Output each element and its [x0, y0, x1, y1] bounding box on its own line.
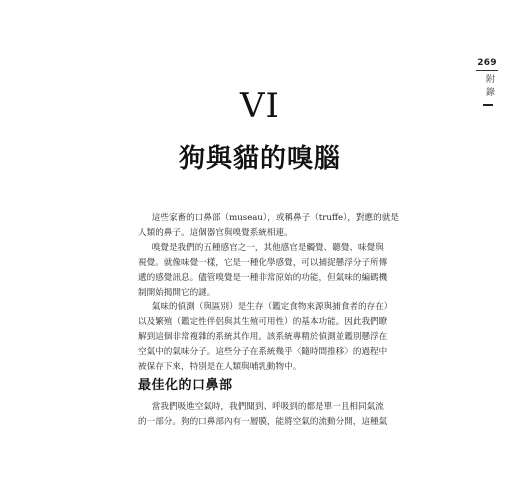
paragraph-3-line: 解到這個非常複雜的系統其作用。該系統專精於偵測並鑑別懸浮在: [138, 332, 388, 342]
page-number: 269: [477, 58, 497, 68]
paragraph-2-line: 制開始揭開它的謎。: [138, 288, 216, 298]
paragraph-3-line: 空氣中的氣味分子。這些分子在系統幾乎〈隨時間推移〉的過程中: [138, 347, 388, 357]
chapter-numeral: VI: [240, 86, 280, 126]
paragraph-4-line: 當我們吸進空氣時，我們聞到、呼吸到的都是單一且相同氣流: [151, 402, 384, 412]
paragraph-1-line: 這些家畜的口鼻部（museau），或稱鼻子（truffe），對應的就是: [151, 213, 399, 223]
paragraph-2-line: 視覺。就像味覺一樣，它是一種化學感覺，可以捕捉懸浮分子所傳: [138, 258, 388, 268]
paragraph-1-line: 人類的鼻子。這個器官與嗅覺系統相連。: [138, 228, 293, 238]
chapter-title: 狗與貓的嗅腦: [178, 144, 341, 174]
paragraph-4-line: 的一部分。狗的口鼻部內有一層膜，能將空氣的流動分開，這種氣: [138, 417, 388, 427]
body-text-snout: [138, 400, 388, 430]
paragraph-3-line: 被保存下來，特別是在人類與哺乳動物中。: [138, 362, 302, 372]
paragraph-3-line: 以及繁殖（鑑定性伴侶與其生殖可用性）的基本功能。因此我們瞭: [138, 317, 388, 327]
section-heading: 最佳化的口鼻部: [138, 378, 233, 393]
body-text-detection: [138, 300, 393, 375]
body-text-intro: [138, 211, 399, 301]
paragraph-2-line: 嗅覺是我們的五種感官之一，其他感官是觸覺、聽覺、味覺與: [151, 243, 384, 253]
section-label: 附錄: [484, 74, 494, 100]
paragraph-3-line: 氣味的偵測（與區別）是生存（鑑定食物來源與捕食者的存在）: [151, 302, 393, 312]
paragraph-2-line: 遞的感覺訊息。儘管嗅覺是一種非常原始的功能，但氣味的編碼機: [138, 273, 388, 283]
page-number-rule: [476, 70, 498, 71]
